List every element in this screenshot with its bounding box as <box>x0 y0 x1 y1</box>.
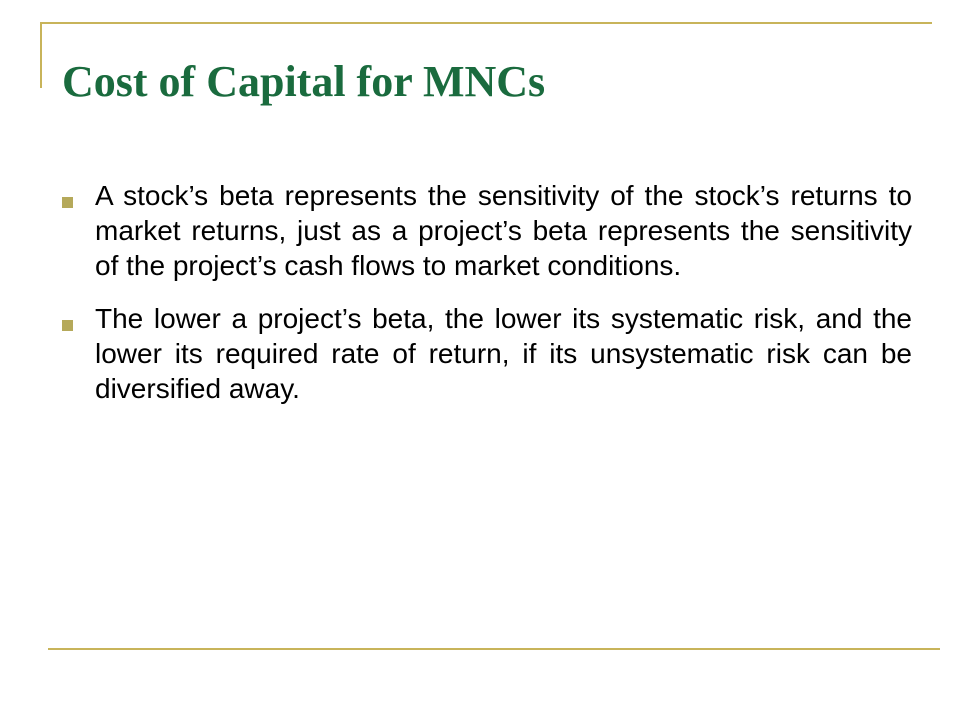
bottom-divider-line <box>48 648 940 650</box>
bullet-text: A stock’s beta represents the sensitivity of the stock’s returns to market returns, just as a project’s beta represents the sensitivity of the project’s cash flows to market conditions. <box>95 180 912 281</box>
square-bullet-icon <box>62 197 73 208</box>
slide-title: Cost of Capital for MNCs <box>62 57 546 106</box>
top-divider-line <box>42 22 932 24</box>
square-bullet-icon <box>62 320 73 331</box>
bullet-item <box>60 178 912 283</box>
left-accent-line <box>40 22 42 88</box>
bullet-text: The lower a project’s beta, the lower its systematic risk, and the lower its required rate of return, if its unsystematic risk can be diversified away. <box>95 303 912 404</box>
bullet-list <box>60 178 912 424</box>
bullet-item <box>60 301 912 406</box>
